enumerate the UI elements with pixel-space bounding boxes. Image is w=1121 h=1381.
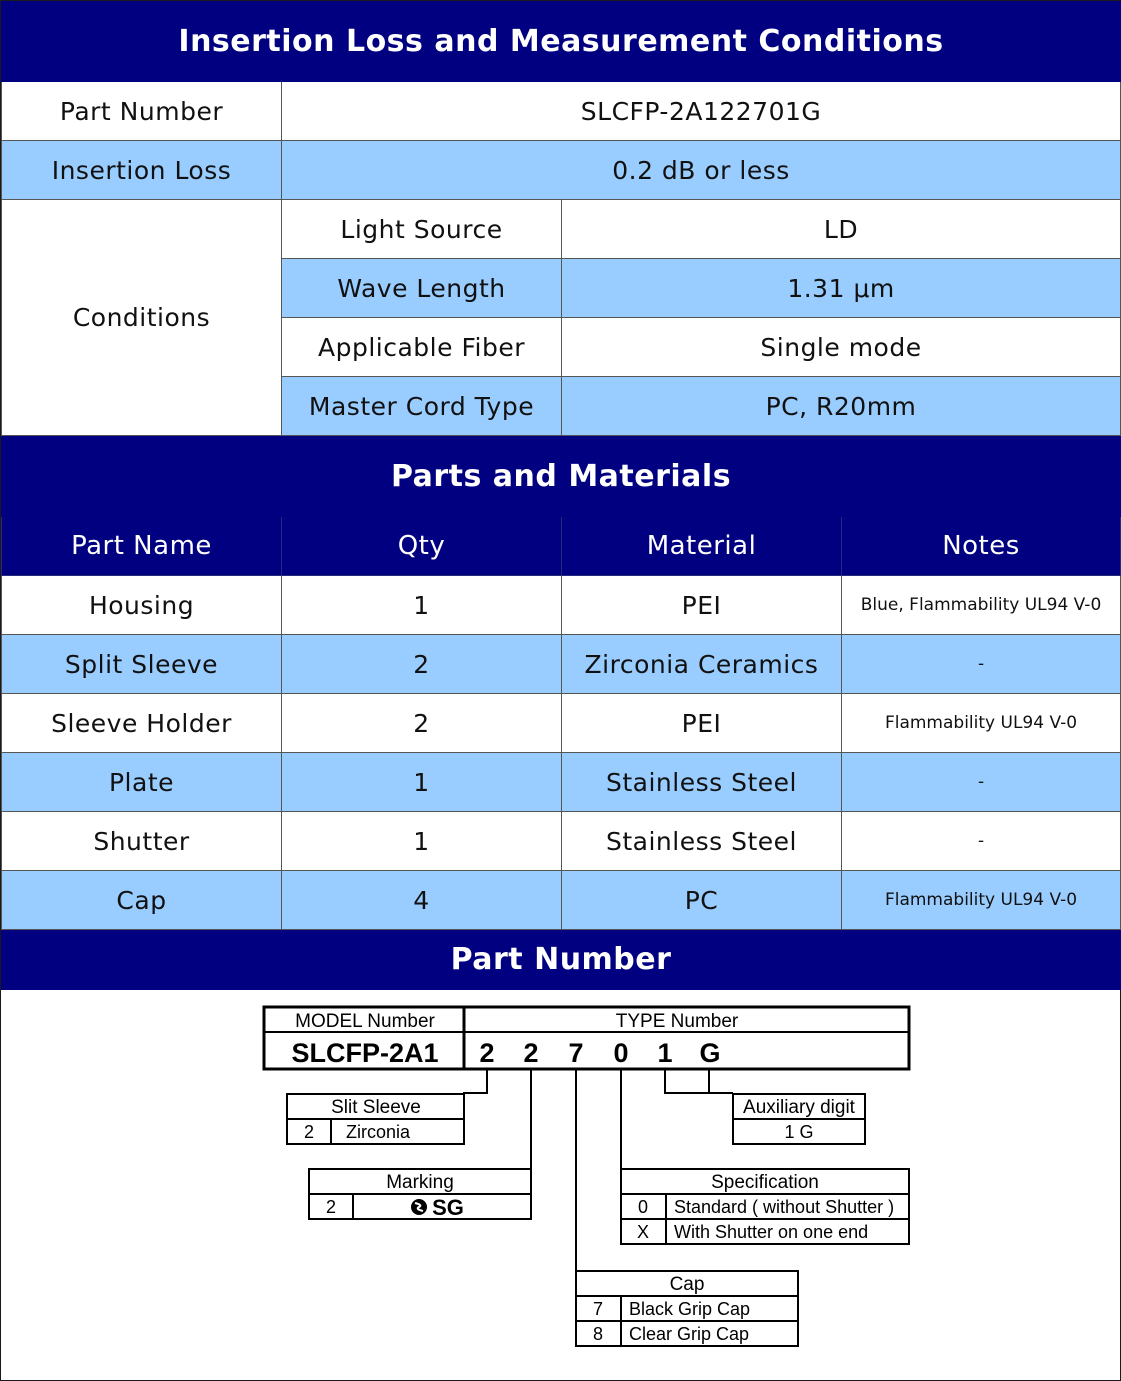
part-qty: 2	[282, 694, 562, 753]
part-name: Cap	[2, 871, 282, 930]
specification-value: Standard ( without Shutter )	[674, 1197, 895, 1217]
type-digit: 7	[568, 1038, 584, 1068]
part-number-diagram	[1, 989, 1120, 1380]
table-row	[2, 694, 1121, 753]
condition-value: Single mode	[562, 318, 1121, 377]
part-material: PEI	[562, 576, 842, 635]
specification-code: 0	[637, 1197, 649, 1217]
sg-logo-icon	[411, 1199, 427, 1215]
specification-value: With Shutter on one end	[674, 1222, 869, 1242]
parts-header-row	[2, 437, 1121, 517]
type-digit: 2	[523, 1038, 539, 1068]
type-digit: G	[699, 1038, 721, 1068]
condition-label: Wave Length	[282, 259, 562, 318]
part-name: Sleeve Holder	[2, 694, 282, 753]
cap-value: Black Grip Cap	[629, 1299, 751, 1319]
insertion-loss-table	[1, 1, 1121, 436]
slit-sleeve-code: 2	[303, 1122, 315, 1142]
insertion-loss-value: 0.2 dB or less	[282, 141, 1121, 200]
part-number-label: Part Number	[2, 82, 282, 141]
condition-row	[2, 200, 1121, 259]
part-material: PEI	[562, 694, 842, 753]
part-material: Stainless Steel	[562, 753, 842, 812]
type-digit: 0	[613, 1038, 629, 1068]
marking-code: 2	[325, 1197, 337, 1217]
part-name: Shutter	[2, 812, 282, 871]
parts-materials-table	[1, 436, 1121, 990]
type-number-label: TYPE Number	[615, 1011, 739, 1032]
part-notes: Flammability UL94 V-0	[842, 871, 1121, 930]
part-notes: -	[842, 635, 1121, 694]
part-name: Plate	[2, 753, 282, 812]
insertion-loss-row	[2, 141, 1121, 200]
column-header: Notes	[842, 517, 1121, 576]
part-qty: 2	[282, 635, 562, 694]
part-notes: Blue, Flammability UL94 V-0	[842, 576, 1121, 635]
part-number-row	[2, 82, 1121, 141]
auxiliary-title: Auxiliary digit	[743, 1097, 855, 1118]
type-digit: 2	[479, 1038, 495, 1068]
table-row	[2, 812, 1121, 871]
condition-value: 1.31 μm	[562, 259, 1121, 318]
marking-title: Marking	[386, 1172, 454, 1193]
table-row	[2, 871, 1121, 930]
cap-title: Cap	[669, 1274, 705, 1295]
conditions-label: Conditions	[2, 200, 282, 436]
part-material: Stainless Steel	[562, 812, 842, 871]
table-row	[2, 635, 1121, 694]
part-notes: -	[842, 812, 1121, 871]
part-name: Split Sleeve	[2, 635, 282, 694]
slit-sleeve-title: Slit Sleeve	[331, 1097, 421, 1118]
condition-value: LD	[562, 200, 1121, 259]
part-material: PC	[562, 871, 842, 930]
condition-label: Applicable Fiber	[282, 318, 562, 377]
table-row	[2, 753, 1121, 812]
cap-code: 7	[592, 1299, 604, 1319]
column-header: Part Name	[2, 517, 282, 576]
type-digit: 1	[657, 1038, 673, 1068]
part-number-value: SLCFP-2A122701G	[282, 82, 1121, 141]
column-header: Material	[562, 517, 842, 576]
cap-code: 8	[592, 1324, 604, 1344]
auxiliary-value: 1 G	[784, 1122, 814, 1142]
part-qty: 4	[282, 871, 562, 930]
marking-value: SG	[432, 1195, 464, 1220]
table-row	[2, 576, 1121, 635]
condition-label: Light Source	[282, 200, 562, 259]
insertion-header-row	[2, 2, 1121, 82]
insertion-loss-label: Insertion Loss	[2, 141, 282, 200]
specification-code: X	[636, 1222, 650, 1242]
column-header: Qty	[282, 517, 562, 576]
condition-label: Master Cord Type	[282, 377, 562, 436]
part-number-title: Part Number	[2, 930, 1121, 990]
cap-value: Clear Grip Cap	[629, 1324, 750, 1344]
parts-column-headers	[2, 517, 1121, 576]
model-number-label: MODEL Number	[295, 1011, 435, 1032]
part-notes: -	[842, 753, 1121, 812]
part-qty: 1	[282, 753, 562, 812]
slit-sleeve-value: Zirconia	[345, 1122, 411, 1142]
insertion-title: Insertion Loss and Measurement Conditions	[2, 2, 1121, 82]
part-material: Zirconia Ceramics	[562, 635, 842, 694]
condition-value: PC, R20mm	[562, 377, 1121, 436]
model-number-value: SLCFP-2A1	[291, 1038, 439, 1068]
part-name: Housing	[2, 576, 282, 635]
parts-title: Parts and Materials	[2, 437, 1121, 517]
part-notes: Flammability UL94 V-0	[842, 694, 1121, 753]
specification-title: Specification	[711, 1172, 819, 1193]
part-qty: 1	[282, 576, 562, 635]
part-number-header-row	[2, 930, 1121, 990]
part-qty: 1	[282, 812, 562, 871]
